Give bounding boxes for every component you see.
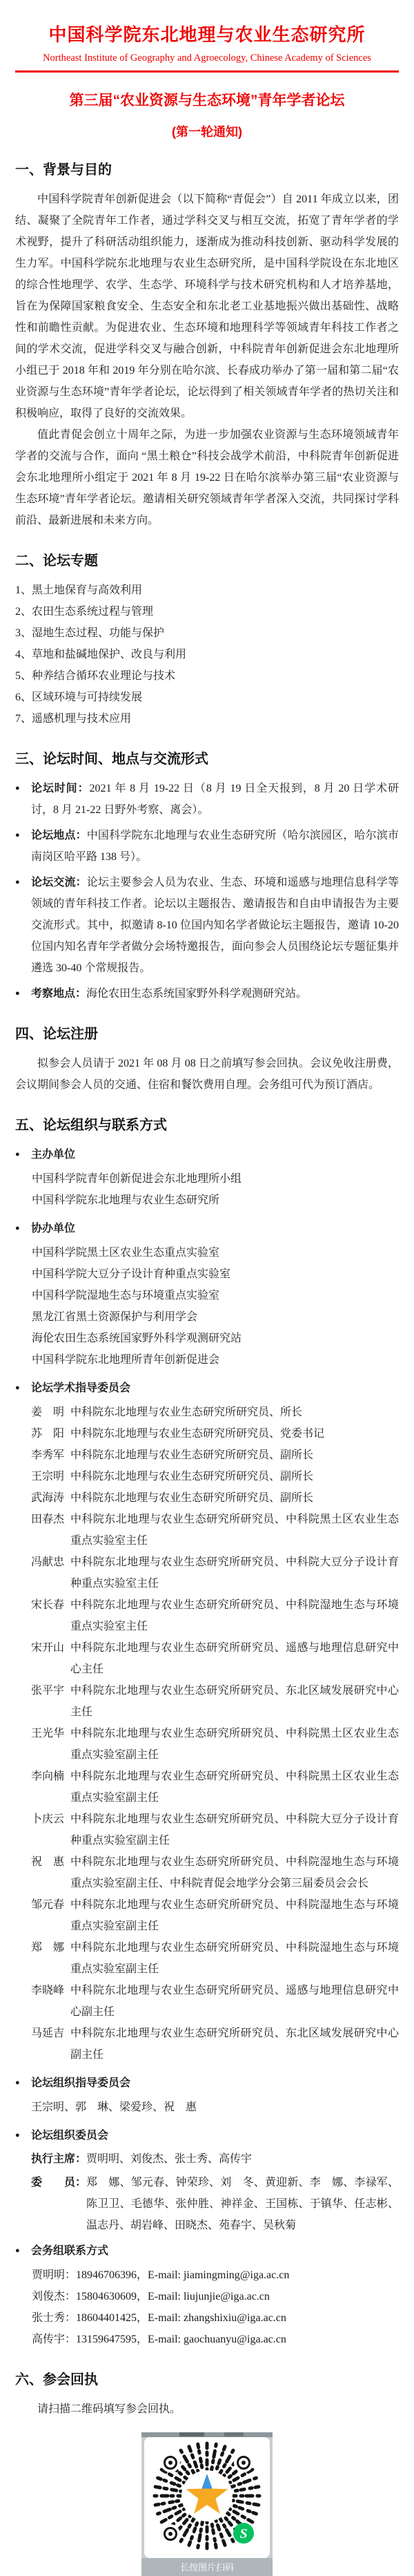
committee-member-row <box>31 1552 399 1594</box>
bullet-item <box>15 825 399 868</box>
co-organizer-item: 中国科学院湿地生态与环境重点实验室 <box>32 1289 220 1301</box>
topic-item: 3、湿地生态过程、功能与保护 <box>15 627 165 639</box>
bullet-item <box>15 983 399 1004</box>
bullet-text: 论坛主要参会人员为农业、生态、环境和遥感与地理信息科学等领域的青年科技工作者。论坛以主题报告、邀请报告和自由申请报告为主要交流形式。其中，拟邀请 8-10 位国内知名学者做论坛主题报告，邀请 10-20 位国内知名青年学者做分会场特邀报告，面向参会人员围绕论坛专题征集并遴选 30-40 个常规报告。 <box>31 876 399 974</box>
bullet-content <box>31 983 399 1004</box>
member-title: 中科院东北地理与农业生态研究所研究员、中科院湿地生态与环境重点实验室副主任、中科院青促会地学分会第三届委员会会长 <box>70 1855 399 1889</box>
bullet-icon: ● <box>15 2078 20 2087</box>
section-heading-5: 五、论坛组织与联系方式 <box>15 1117 167 1133</box>
cohosts-header <box>15 1218 399 1239</box>
topic-item: 7、遥感机理与技术应用 <box>15 712 132 725</box>
bullet-content <box>31 825 399 868</box>
member-name: 邹元春 <box>31 1898 65 1911</box>
member-title: 中科院东北地理与农业生态研究所研究员、中科院黑土区农业生态重点实验室副主任 <box>70 1727 399 1761</box>
section-heading-6: 六、参会回执 <box>15 2372 98 2387</box>
member-name: 张平宇 <box>31 1684 65 1697</box>
committee-member-row <box>31 2023 399 2065</box>
reply-instruction: 请扫描二维码填写参会回执。 <box>37 2403 181 2415</box>
bullet-icon: ● <box>15 830 20 839</box>
contact-item: 贾明明：18946706396，E-mail: jiamingming@iga.ac.cn <box>32 2269 290 2281</box>
member-title: 中科院东北地理与农业生态研究所研究员、中科院湿地生态与环境重点实验室副主任 <box>70 1898 399 1932</box>
steering-committee-header <box>15 2072 399 2094</box>
topic-list <box>15 580 399 729</box>
contact-item: 高传宇：13159647595，E-mail: gaochuanyu@iga.ac.cn <box>32 2333 286 2345</box>
contact-item: 刘俊杰：15804630609，E-mail: liujunjie@iga.ac.cn <box>32 2290 270 2302</box>
member-title: 中科院东北地理与农业生态研究所研究员、副所长 <box>70 1470 314 1482</box>
member-title: 中科院东北地理与农业生态研究所研究员、中科院大豆分子设计育种重点实验室副主任 <box>70 1813 399 1847</box>
section-organization <box>15 1116 399 2350</box>
committee-member-row <box>31 1766 399 1809</box>
bullet-item <box>15 778 399 821</box>
committee-member-row <box>31 1809 399 1851</box>
committee-members-row <box>31 2172 399 2236</box>
svg-text:S: S <box>239 2526 248 2541</box>
qr-eye-icon <box>234 2453 253 2472</box>
star-logo-icon <box>181 2470 233 2521</box>
committee-member-row <box>31 1937 399 1980</box>
member-name: 武海涛 <box>31 1491 65 1504</box>
section-heading-1: 一、背景与目的 <box>15 162 112 178</box>
section-heading-4: 四、论坛注册 <box>15 1026 98 1042</box>
bullet-content <box>31 778 399 821</box>
member-name: 王光华 <box>31 1727 65 1739</box>
committee-member-row <box>31 1851 399 1894</box>
member-title: 中科院东北地理与农业生态研究所研究员、中科院大豆分子设计育种重点实验室主任 <box>70 1556 399 1590</box>
org-committee-label: 论坛组织委员会 <box>31 2129 109 2141</box>
topic-item: 5、种养结合循环农业理论与技术 <box>15 669 176 682</box>
contact-item: 张士秀：18604401425，E-mail: zhangshixiu@iga.ac.cn <box>32 2311 286 2324</box>
member-name: 卜庆云 <box>31 1813 65 1825</box>
steering-committee-members: 王宗明、郭 琳、梁爱珍、祝 惠 <box>31 2101 197 2113</box>
committee-member-row <box>31 1444 399 1466</box>
bullet-text: 海伦农田生态系统国家野外科学观测研究站。 <box>86 987 308 1000</box>
member-title: 中科院东北地理与农业生态研究所研究员、中科院湿地生态与环境重点实验室副主任 <box>70 1941 399 1975</box>
background-paragraph-1: 中国科学院青年创新促进会（以下简称“青促会”）自 2011 年成立以来，团结、凝聚了全院青年工作者，通过学科交叉与相互交流，拓宽了青年学者的学术视野，提升了科研活动组织能力，逐渐成为推动科技创新、驱动科学发展的生力军。中国科学院东北地理与农业生态研究所，是中国科学院设在东北地区的综合性地理学、农学、生态学、环境科学与技术研究机构和人才培养基地，旨在为保障国家粮食安全、生态安全和东北老工业基地振兴做出基础性、战略性和前瞻性贡献。为促进农业、生态环境和地理科学等领域青年科技工作者之间的学术交流，促进学科交叉与融合创新，中科院青年创新促进会东北地理所小组已于 2018 年和 2019 年分别在哈尔滨、长春成功举办了第一届和第二届“农业资源与生态环境”青年学者论坛，论坛得到了相关领域青年学者的热切关注和积极响应，取得了良好的交流效果。 <box>15 193 399 419</box>
member-name: 李晓峰 <box>31 1984 65 1996</box>
member-title: 中科院东北地理与农业生态研究所研究员、副所长 <box>70 1491 314 1504</box>
member-name: 马延吉 <box>31 2027 65 2039</box>
contact-list <box>32 2264 399 2350</box>
topic-item: 6、区域环境与可持续发展 <box>15 691 143 703</box>
hosts-list <box>32 1168 399 1211</box>
bullet-content <box>31 872 399 979</box>
committee-members-label: 委 员： <box>31 2176 87 2188</box>
member-name: 姜 明 <box>31 1406 65 1418</box>
cohosts-list <box>32 1242 399 1371</box>
exec-chairs-label: 执行主席： <box>31 2153 87 2165</box>
committee-member-row <box>31 1594 399 1637</box>
qr-caption: 长按图片扫码 <box>179 2561 235 2573</box>
registration-paragraph: 拟参会人员请于 2021 年 08 月 08 日之前填写参会回执。会议免收注册费，会议期间参会人员的交通、住宿和餐饮费用自理。会务组可代为预订酒店。 <box>15 1057 399 1091</box>
exec-chairs-row <box>31 2148 399 2170</box>
member-name: 郑 娜 <box>31 1941 65 1954</box>
co-organizer-item: 中国科学院大豆分子设计育种重点实验室 <box>32 1268 231 1280</box>
bullet-text: 中国科学院东北地理与农业生态研究所（哈尔滨园区，哈尔滨市南岗区哈平路 138 号）。 <box>31 829 399 863</box>
bullet-label: 论坛交流： <box>31 876 87 888</box>
member-title: 中科院东北地理与农业生态研究所研究员、副所长 <box>70 1449 314 1461</box>
hosts-label: 主办单位 <box>31 1148 76 1161</box>
committee-member-row <box>31 1637 399 1680</box>
co-organizer-item: 中国科学院东北地理所青年创新促进会 <box>32 1353 220 1366</box>
committee-member-row <box>31 1423 399 1444</box>
cohosts-label: 协办单位 <box>31 1222 76 1234</box>
member-name: 李向楠 <box>31 1770 65 1782</box>
academic-committee-list <box>15 1402 399 2065</box>
member-name: 祝 惠 <box>31 1855 65 1868</box>
member-title: 中科院东北地理与农业生态研究所研究员、东北区域发展研究中心副主任 <box>70 2027 399 2061</box>
topic-item: 2、农田生态系统过程与管理 <box>15 605 154 618</box>
bullet-text: 2021 年 8 月 19-22 日（8 月 19 日全天报到，8 月 20 日学术研讨，8 月 21-22 日野外考察、离会）。 <box>31 782 399 816</box>
committee-member-row <box>31 1487 399 1509</box>
wechat-badge-icon <box>233 2523 254 2544</box>
member-title: 中科院东北地理与农业生态研究所研究员、东北区域发展研究中心主任 <box>70 1684 399 1718</box>
committee-member-row <box>31 1509 399 1552</box>
member-name: 冯献忠 <box>31 1556 65 1568</box>
member-name: 王宗明 <box>31 1470 65 1482</box>
section-background <box>15 161 399 531</box>
section-topics <box>15 552 399 729</box>
co-organizer-item: 海伦农田生态系统国家野外科学观测研究站 <box>32 1332 242 1344</box>
section-time-place <box>15 750 399 1004</box>
forum-title: 第三届“农业资源与生态环境”青年学者论坛 <box>69 92 345 108</box>
time-place-bullets <box>15 778 399 1004</box>
section-heading-3: 三、论坛时间、地点与交流形式 <box>15 751 208 767</box>
bullet-label: 论坛时间： <box>31 782 90 794</box>
topic-item: 4、草地和盐碱地保护、改良与利用 <box>15 648 187 660</box>
co-organizer-item: 黑龙江省黑土资源保护与利用学会 <box>32 1310 198 1323</box>
bullet-icon: ● <box>15 783 20 792</box>
institute-name-cn: 中国科学院东北地理与农业生态研究所 <box>48 24 366 45</box>
institute-name-en: Northeast Institute of Geography and Agroecology, Chinese Academy of Sciences <box>43 52 371 64</box>
bullet-icon: ● <box>15 2130 20 2139</box>
member-name: 田春杰 <box>31 1513 65 1525</box>
committee-member-row <box>31 1894 399 1937</box>
member-title: 中科院东北地理与农业生态研究所研究员、遥感与地理信息研究中心副主任 <box>70 1984 399 2018</box>
bullet-icon: ● <box>15 1383 20 1392</box>
exec-chairs-names: 贾明明、刘俊杰、张士秀、高传宇 <box>86 2153 253 2165</box>
academic-committee-label: 论坛学术指导委员会 <box>31 1382 131 1394</box>
co-organizer-item: 中国科学院黑土区农业生态重点实验室 <box>32 1246 220 1259</box>
organizer-item: 中国科学院青年创新促进会东北地理所小组 <box>32 1172 242 1185</box>
member-title: 中科院东北地理与农业生态研究所研究员、中科院黑土区农业生态重点实验室主任 <box>70 1513 399 1547</box>
member-title: 中科院东北地理与农业生态研究所研究员、遥感与地理信息研究中心主任 <box>70 1641 399 1675</box>
committee-member-row <box>31 1980 399 2023</box>
background-paragraph-2: 值此青促会创立十周年之际，为进一步加强农业资源与生态环境领域青年学者的交流与合作，面向 “黑土粮仓”科技会战学术前沿，中科院青年创新促进会东北地理所小组定于 2021 年 8 月 19-22 日在哈尔滨举办第三届“农业资源与生态环境”青年学者论坛。邀请相关研究领域青年学者深入交流，共同探讨学科前沿、最新进展和未来方向。 <box>15 428 399 526</box>
member-title: 中科院东北地理与农业生态研究所研究员、所长 <box>70 1406 303 1418</box>
section-heading-2: 二、论坛专题 <box>15 553 98 569</box>
contact-header <box>15 2240 399 2262</box>
committee-member-row <box>31 1402 399 1423</box>
organizer-item: 中国科学院东北地理与农业生态研究所 <box>32 1194 220 1206</box>
header-divider <box>15 70 399 73</box>
bullet-label: 论坛地点： <box>31 829 87 841</box>
notice-round: (第一轮通知) <box>172 124 242 139</box>
member-title: 中科院东北地理与农业生态研究所研究员、党委书记 <box>70 1427 325 1440</box>
bullet-icon: ● <box>15 1149 20 1158</box>
section-registration <box>15 1025 399 1096</box>
member-name: 宋开山 <box>31 1641 65 1654</box>
academic-committee-header <box>15 1377 399 1399</box>
member-title: 中科院东北地理与农业生态研究所研究员、中科院湿地生态与环境重点实验室主任 <box>70 1599 399 1632</box>
committee-member-row <box>31 1466 399 1487</box>
section-reply <box>15 2371 399 2576</box>
member-title: 中科院东北地理与农业生态研究所研究员、中科院黑土区农业生态重点实验室副主任 <box>70 1770 399 1804</box>
bullet-icon: ● <box>15 1223 20 1232</box>
qr-block <box>15 2432 399 2576</box>
bullet-label: 考察地点： <box>31 987 87 1000</box>
contact-label: 会务组联系方式 <box>31 2244 109 2257</box>
committee-member-row <box>31 1723 399 1766</box>
qr-photo-fragment <box>224 2432 244 2436</box>
bullet-icon: ● <box>15 2246 20 2255</box>
qr-photo-fragment <box>179 2432 204 2436</box>
steering-committee-label: 论坛组织指导委员会 <box>31 2077 131 2089</box>
org-committee-header <box>15 2125 399 2146</box>
hosts-header <box>15 1144 399 1165</box>
member-name: 李秀军 <box>31 1449 65 1461</box>
committee-member-row <box>31 1680 399 1723</box>
qr-eye-icon <box>161 2453 180 2472</box>
qr-photo-strip <box>141 2432 273 2437</box>
member-name: 苏 阳 <box>31 1427 65 1440</box>
bullet-icon: ● <box>15 989 20 998</box>
qr-eye-icon <box>161 2524 180 2544</box>
topic-item: 1、黑土地保育与高效利用 <box>15 584 143 596</box>
member-name: 宋长春 <box>31 1599 65 1611</box>
committee-members-names: 郑 娜、邹元春、钟荣珍、刘 冬、黄迎新、李 娜、李禄军、陈卫卫、毛德华、张仲胜、神祥金、王国栋、于镇华、任志彬、温志丹、胡岩峰、田晓杰、苑春宇、吴秋菊 <box>86 2176 399 2231</box>
qr-code-image[interactable] <box>141 2432 273 2576</box>
bullet-icon: ● <box>15 877 20 886</box>
document-header <box>15 23 399 140</box>
bullet-item <box>15 872 399 979</box>
